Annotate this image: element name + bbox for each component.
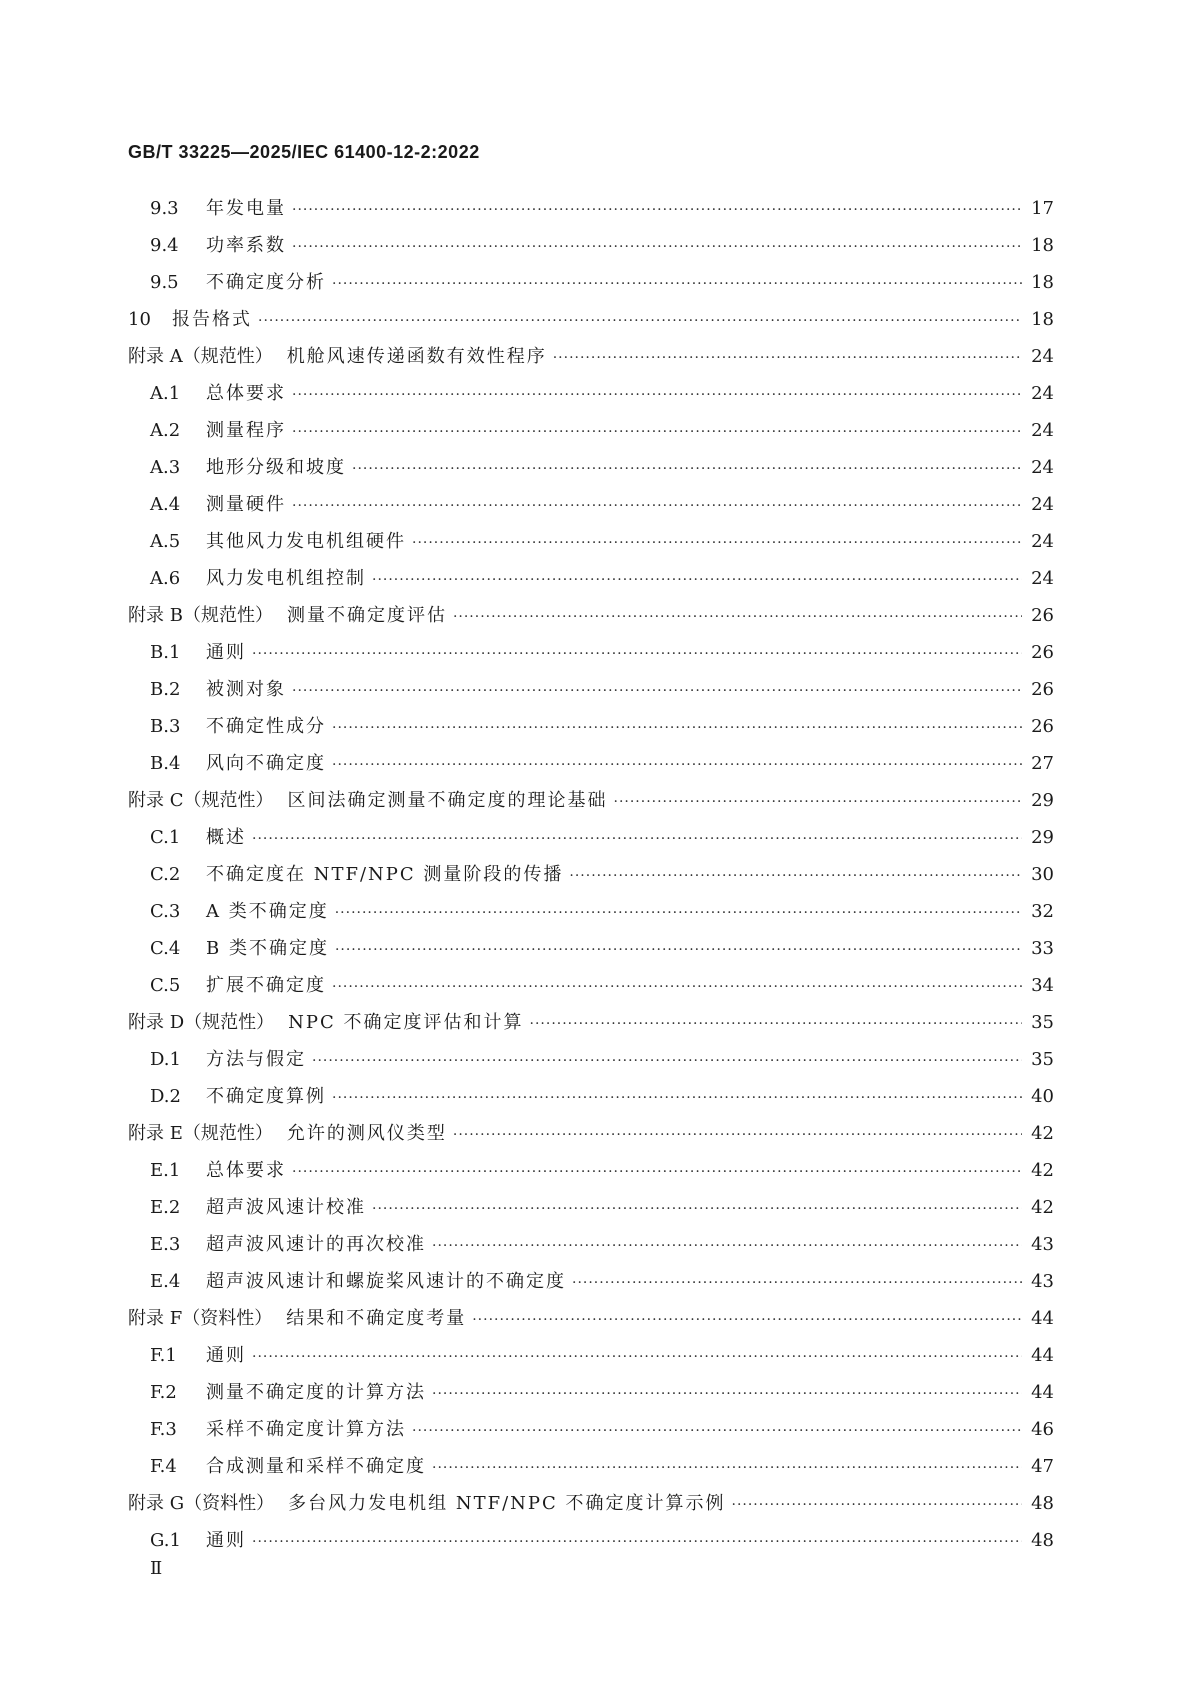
toc-entry-title: 结果和不确定度考量 bbox=[286, 1308, 467, 1329]
toc-entry[interactable] bbox=[128, 1267, 1054, 1304]
toc-entry-title: 通则 bbox=[206, 1345, 246, 1366]
toc-dot-leader bbox=[372, 1201, 1022, 1217]
toc-entry-number: 附录 D（规范性） bbox=[128, 1012, 275, 1033]
toc-entry-title: 多台风力发电机组 NTF/NPC 不确定度计算示例 bbox=[288, 1493, 726, 1514]
toc-dot-leader bbox=[335, 905, 1022, 921]
toc-entry-page: 24 bbox=[1031, 420, 1054, 441]
toc-entry-title: 测量不确定度的计算方法 bbox=[206, 1382, 426, 1403]
toc-dot-leader bbox=[292, 1164, 1022, 1180]
toc-entry-number: A.1 bbox=[150, 383, 181, 404]
toc-entry-number: D.2 bbox=[150, 1086, 181, 1107]
toc-entry[interactable] bbox=[128, 1415, 1054, 1452]
toc-entry-title: 功率系数 bbox=[206, 235, 286, 256]
toc-entry-page: 24 bbox=[1031, 531, 1054, 552]
toc-entry-title: 测量程序 bbox=[206, 420, 286, 441]
toc-entry-page: 44 bbox=[1031, 1345, 1054, 1366]
toc-dot-leader bbox=[472, 1312, 1022, 1328]
toc-entry[interactable] bbox=[128, 231, 1054, 268]
toc-entry[interactable] bbox=[128, 934, 1054, 971]
toc-entry[interactable] bbox=[128, 416, 1054, 453]
toc-dot-leader bbox=[312, 1053, 1022, 1069]
toc-entry-page: 24 bbox=[1031, 568, 1054, 589]
toc-dot-leader bbox=[553, 350, 1022, 366]
toc-entry[interactable] bbox=[128, 1341, 1054, 1378]
toc-entry[interactable] bbox=[128, 749, 1054, 786]
toc-entry-page: 48 bbox=[1031, 1530, 1054, 1551]
toc-dot-leader bbox=[292, 498, 1022, 514]
toc-entry-page: 24 bbox=[1031, 383, 1054, 404]
toc-entry-title: A 类不确定度 bbox=[206, 901, 329, 922]
toc-entry[interactable] bbox=[128, 1378, 1054, 1415]
toc-entry-number: 10 bbox=[128, 309, 151, 330]
toc-dot-leader bbox=[352, 461, 1022, 477]
toc-entry[interactable] bbox=[128, 1230, 1054, 1267]
toc-dot-leader bbox=[453, 609, 1022, 625]
toc-entry-page: 18 bbox=[1031, 235, 1054, 256]
toc-entry[interactable] bbox=[128, 897, 1054, 934]
toc-entry[interactable] bbox=[128, 638, 1054, 675]
toc-dot-leader bbox=[292, 683, 1022, 699]
toc-dot-leader bbox=[432, 1460, 1022, 1476]
toc-dot-leader bbox=[412, 535, 1022, 551]
toc-entry-page: 40 bbox=[1031, 1086, 1054, 1107]
table-of-contents bbox=[128, 194, 1054, 1563]
toc-entry-title: 通则 bbox=[206, 1530, 246, 1551]
toc-entry-title: 地形分级和坡度 bbox=[206, 457, 346, 478]
toc-dot-leader bbox=[372, 572, 1022, 588]
toc-dot-leader bbox=[332, 276, 1022, 292]
toc-entry[interactable] bbox=[128, 1452, 1054, 1489]
toc-entry-page: 26 bbox=[1031, 642, 1054, 663]
toc-entry-title: 区间法确定测量不确定度的理论基础 bbox=[287, 790, 608, 811]
toc-entry[interactable] bbox=[128, 1082, 1054, 1119]
toc-dot-leader bbox=[252, 646, 1022, 662]
toc-dot-leader bbox=[572, 1275, 1022, 1291]
toc-entry-title: B 类不确定度 bbox=[206, 938, 329, 959]
toc-entry-page: 24 bbox=[1031, 494, 1054, 515]
toc-entry[interactable] bbox=[128, 527, 1054, 564]
toc-entry-number: C.5 bbox=[150, 975, 181, 996]
toc-entry-page: 18 bbox=[1031, 309, 1054, 330]
page-number: Ⅱ bbox=[150, 1558, 163, 1579]
toc-entry-number: C.4 bbox=[150, 938, 181, 959]
toc-entry-number: E.4 bbox=[150, 1271, 181, 1292]
toc-entry-number: C.2 bbox=[150, 864, 181, 885]
toc-entry-number: F.3 bbox=[150, 1419, 177, 1440]
toc-entry-title: 方法与假定 bbox=[206, 1049, 306, 1070]
toc-dot-leader bbox=[432, 1238, 1022, 1254]
toc-dot-leader bbox=[569, 868, 1022, 884]
toc-entry-page: 47 bbox=[1031, 1456, 1054, 1477]
toc-entry-title: 机舱风速传递函数有效性程序 bbox=[286, 346, 547, 367]
toc-entry-title: 年发电量 bbox=[206, 198, 286, 219]
toc-entry-title: 超声波风速计的再次校准 bbox=[206, 1234, 426, 1255]
toc-entry-title: 概述 bbox=[206, 827, 246, 848]
toc-entry-number: B.3 bbox=[150, 716, 181, 737]
toc-entry-number: E.2 bbox=[150, 1197, 181, 1218]
toc-entry[interactable] bbox=[128, 601, 1054, 638]
toc-entry-page: 42 bbox=[1031, 1197, 1054, 1218]
toc-entry-page: 27 bbox=[1031, 753, 1054, 774]
toc-entry-title: 风向不确定度 bbox=[206, 753, 326, 774]
toc-entry-number: F.1 bbox=[150, 1345, 177, 1366]
toc-entry-page: 18 bbox=[1031, 272, 1054, 293]
toc-entry-number: E.1 bbox=[150, 1160, 181, 1181]
toc-entry[interactable] bbox=[128, 194, 1054, 231]
toc-entry-page: 26 bbox=[1031, 716, 1054, 737]
toc-entry-number: 附录 G（资料性） bbox=[128, 1493, 275, 1514]
toc-entry-title: 允许的测风仪类型 bbox=[286, 1123, 447, 1144]
toc-dot-leader bbox=[332, 979, 1022, 995]
toc-entry-title: 扩展不确定度 bbox=[206, 975, 326, 996]
toc-dot-leader bbox=[252, 831, 1022, 847]
toc-dot-leader bbox=[335, 942, 1022, 958]
toc-entry-number: 附录 B（规范性） bbox=[128, 605, 273, 626]
toc-entry-title: 报告格式 bbox=[172, 309, 252, 330]
toc-entry-page: 33 bbox=[1031, 938, 1054, 959]
toc-dot-leader bbox=[258, 313, 1022, 329]
toc-entry-page: 24 bbox=[1031, 457, 1054, 478]
toc-entry-number: E.3 bbox=[150, 1234, 181, 1255]
toc-dot-leader bbox=[432, 1386, 1022, 1402]
toc-dot-leader bbox=[332, 757, 1022, 773]
toc-entry-number: 附录 E（规范性） bbox=[128, 1123, 273, 1144]
toc-entry[interactable] bbox=[128, 823, 1054, 860]
toc-entry-page: 35 bbox=[1031, 1012, 1054, 1033]
toc-entry-title: 超声波风速计校准 bbox=[206, 1197, 366, 1218]
toc-entry-title: 测量不确定度评估 bbox=[286, 605, 447, 626]
toc-entry-page: 32 bbox=[1031, 901, 1054, 922]
toc-entry-number: A.4 bbox=[150, 494, 181, 515]
toc-entry[interactable] bbox=[128, 1304, 1054, 1341]
toc-entry-page: 34 bbox=[1031, 975, 1054, 996]
toc-entry[interactable] bbox=[128, 786, 1054, 823]
toc-entry[interactable] bbox=[128, 379, 1054, 416]
toc-entry[interactable] bbox=[128, 1193, 1054, 1230]
toc-entry-title: 测量硬件 bbox=[206, 494, 286, 515]
toc-entry-page: 42 bbox=[1031, 1160, 1054, 1181]
toc-dot-leader bbox=[292, 202, 1022, 218]
toc-entry-title: 不确定性成分 bbox=[206, 716, 326, 737]
toc-entry-title: 不确定度在 NTF/NPC 测量阶段的传播 bbox=[206, 864, 564, 885]
toc-dot-leader bbox=[530, 1016, 1022, 1032]
toc-entry[interactable] bbox=[128, 564, 1054, 601]
toc-entry-page: 43 bbox=[1031, 1271, 1054, 1292]
toc-entry[interactable] bbox=[128, 342, 1054, 379]
toc-entry-number: B.2 bbox=[150, 679, 181, 700]
toc-entry-number: C.1 bbox=[150, 827, 181, 848]
toc-entry-title: 其他风力发电机组硬件 bbox=[206, 531, 406, 552]
toc-entry-title: 合成测量和采样不确定度 bbox=[206, 1456, 426, 1477]
toc-entry-page: 43 bbox=[1031, 1234, 1054, 1255]
toc-entry-title: 被测对象 bbox=[206, 679, 286, 700]
toc-entry-number: 附录 F（资料性） bbox=[128, 1308, 273, 1329]
toc-entry-page: 29 bbox=[1031, 827, 1054, 848]
toc-entry-number: G.1 bbox=[150, 1530, 181, 1551]
toc-entry-title: 不确定度算例 bbox=[206, 1086, 326, 1107]
toc-entry-title: 采样不确定度计算方法 bbox=[206, 1419, 406, 1440]
toc-entry[interactable] bbox=[128, 268, 1054, 305]
toc-entry-page: 48 bbox=[1031, 1493, 1054, 1514]
toc-entry-number: A.5 bbox=[150, 531, 181, 552]
toc-entry-number: A.3 bbox=[150, 457, 181, 478]
toc-dot-leader bbox=[252, 1534, 1022, 1550]
toc-dot-leader bbox=[292, 424, 1022, 440]
toc-entry[interactable] bbox=[128, 675, 1054, 712]
toc-entry-title: 超声波风速计和螺旋桨风速计的不确定度 bbox=[206, 1271, 566, 1292]
toc-dot-leader bbox=[412, 1423, 1022, 1439]
toc-entry[interactable] bbox=[128, 1119, 1054, 1156]
toc-entry-page: 26 bbox=[1031, 605, 1054, 626]
toc-dot-leader bbox=[332, 720, 1022, 736]
toc-entry-page: 42 bbox=[1031, 1123, 1054, 1144]
toc-dot-leader bbox=[614, 794, 1023, 810]
toc-entry[interactable] bbox=[128, 860, 1054, 897]
toc-dot-leader bbox=[292, 387, 1022, 403]
toc-entry[interactable] bbox=[128, 1008, 1054, 1045]
toc-entry-number: C.3 bbox=[150, 901, 181, 922]
toc-dot-leader bbox=[453, 1127, 1022, 1143]
toc-entry-number: A.6 bbox=[150, 568, 181, 589]
toc-entry-title: NPC 不确定度评估和计算 bbox=[288, 1012, 524, 1033]
toc-entry-number: 9.4 bbox=[150, 235, 179, 256]
toc-entry[interactable] bbox=[128, 1045, 1054, 1082]
toc-entry-page: 17 bbox=[1031, 198, 1054, 219]
toc-entry[interactable] bbox=[128, 1526, 1054, 1563]
toc-entry-number: F.2 bbox=[150, 1382, 177, 1403]
toc-entry-number: B.4 bbox=[150, 753, 181, 774]
toc-entry-page: 44 bbox=[1031, 1308, 1054, 1329]
toc-entry-page: 26 bbox=[1031, 679, 1054, 700]
toc-entry-title: 不确定度分析 bbox=[206, 272, 326, 293]
toc-dot-leader bbox=[252, 1349, 1022, 1365]
toc-entry-number: D.1 bbox=[150, 1049, 181, 1070]
toc-entry-number: 附录 A（规范性） bbox=[128, 346, 273, 367]
toc-entry-title: 风力发电机组控制 bbox=[206, 568, 366, 589]
toc-entry[interactable] bbox=[128, 490, 1054, 527]
toc-entry[interactable] bbox=[128, 453, 1054, 490]
toc-dot-leader bbox=[332, 1090, 1022, 1106]
toc-entry-page: 29 bbox=[1031, 790, 1054, 811]
toc-entry[interactable] bbox=[128, 712, 1054, 749]
toc-entry-title: 通则 bbox=[206, 642, 246, 663]
document-header: GB/T 33225—2025/IEC 61400-12-2:2022 bbox=[128, 142, 480, 162]
toc-entry[interactable] bbox=[128, 305, 1054, 342]
toc-entry-page: 46 bbox=[1031, 1419, 1054, 1440]
toc-entry-number: A.2 bbox=[150, 420, 181, 441]
toc-dot-leader bbox=[732, 1497, 1023, 1513]
toc-entry-number: 9.5 bbox=[150, 272, 179, 293]
toc-entry-title: 总体要求 bbox=[206, 383, 286, 404]
toc-entry-page: 44 bbox=[1031, 1382, 1054, 1403]
toc-entry-page: 30 bbox=[1031, 864, 1054, 885]
toc-entry[interactable] bbox=[128, 1156, 1054, 1193]
toc-entry-number: B.1 bbox=[150, 642, 181, 663]
toc-dot-leader bbox=[292, 239, 1022, 255]
toc-entry-number: 附录 C（规范性） bbox=[128, 790, 274, 811]
toc-entry-page: 24 bbox=[1031, 346, 1054, 367]
toc-entry-page: 35 bbox=[1031, 1049, 1054, 1070]
toc-entry[interactable] bbox=[128, 1489, 1054, 1526]
toc-entry-number: 9.3 bbox=[150, 198, 179, 219]
toc-entry-number: F.4 bbox=[150, 1456, 177, 1477]
toc-entry-title: 总体要求 bbox=[206, 1160, 286, 1181]
toc-entry[interactable] bbox=[128, 971, 1054, 1008]
